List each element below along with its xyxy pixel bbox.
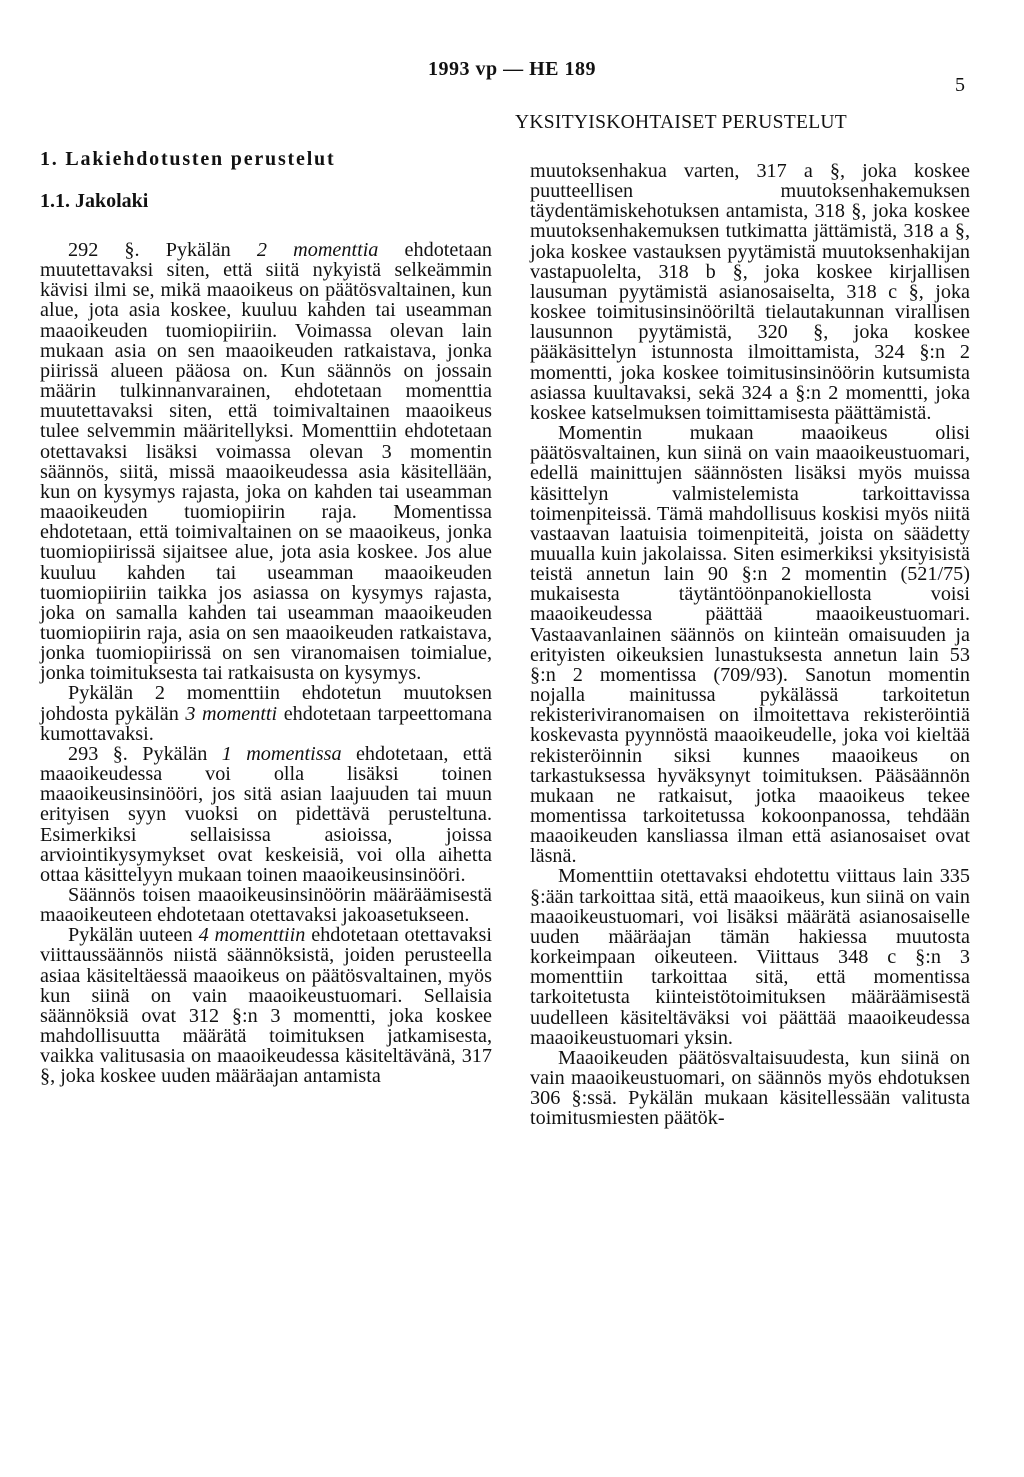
paragraph-emphasis: 3 momentti [185,702,278,725]
paragraph [40,925,492,1086]
paragraph-emphasis: 4 momenttiin [198,924,306,947]
paragraph-text: Pykälän 2 momenttiin ehdotetun muutoksen johdosta pykälän [40,682,492,725]
paragraph-text: ehdotetaan tarpeettomana kumottavaksi. [40,702,492,745]
paragraph-text: 293 §. Pykälän [68,742,222,765]
paragraph-text: ehdotetaan muutettavaksi siten, että siitä nykyistä selkeämmin kävisi ilmi se, mikä maaoikeus on päätösvaltainen, kun alue, jota asia koskee, kuuluu kahden tai useamman maaoikeuden tuomiopiiriin. Voimassa olevan lain mukaan asia on sen maaoikeuden ratkaistava, jonka piirissä alueen pääosa on. Kun säännös on jossain määrin tulkinnanvarainen, ehdotetaan momenttia muutettavaksi siten, että toimivaltainen maaoikeus tulee selvemmin määritellyksi. Momenttiin ehdotetaan otettavaksi lisäksi voimassa olevan 3 momentin säännös, siitä, missä maaoikeudessa asia käsitellään, kun on kysymys rajasta, joka on kahden tai useamman maaoikeuden tuomiopiirin raja. Momentissa ehdotetaan, että toimivaltainen on se maaoikeus, jonka tuomiopiirissä sijaitsee alue, jota asia koskee. Jos alue kuuluu kahden tai useamman maaoikeuden tuomiopiiriin taikka jos asiassa on kysymys rajasta, joka on samalla kahden tai useamman maaoikeuden tuomiopiirin raja, asia on sen maaoikeuden ratkaistava, jonka tuomiopiirissä on sen viranomaisen toimialue, jonka toimituksesta tai ratkaisusta on kysymys. [40,239,492,685]
paragraph: muutoksenhakua varten, 317 a §, joka koskee puutteellisen muutoksenhakemuksen täydentämiskehotuksen antamista, 318 §, joka koskee muutoksenhakemuksen tutkimatta jättämistä, 318 a §, joka koskee vastauksen pyytämistä muutoksenhakijan vastapuolelta, 318 b §, joka koskee kirjallisen lausuman pyytämistä asianosaiselta, 318 c §, joka koskee toimitusinsinööriltä tielautakunnan virallisen lausunnon pyytämistä, 320 §, joka koskee pääkäsittelyn istunnosta ilmoittamista, 324 §:n 2 momentti, joka koskee toimitusinsinöörin kutsumista asiassa kuultavaksi, sekä 324 a §:n 2 momentti, joka koskee katselmuksen toimittamisesta päättämistä. [530,160,970,424]
paragraph: Momentin mukaan maaoikeus olisi päätösvaltainen, kun siinä on vain maaoikeustuomari, edellä mainittujen säännösten lisäksi myös muissa käsittelyn valmistelemista tarkoittavissa toimenpiteissä. Tämä mahdollisuus koskisi myös niitä vastaavan laatuisia toimenpiteitä, joista on säädetty muualla kuin jakolaissa. Siten esimerkiksi yksityisistä teistä annetun lain 90 §:n 2 momentin (521/75) mukaisesta täytäntöönpanokiellosta voisi maaoikeudessa päättää maaoikeustuomari. Vastaavanlainen säännös on kiinteän omaisuuden ja erityisten oikeuksien lunastuksesta annetun lain 53 §:n 2 momentissa (709/93). Sanotun momentin nojalla mainitussa pykälässä tarkoitetun rekisteriviranomaisen on ilmoitettava rekisteröintiä koskevasta pyynnöstä maaoikeudelle, joka voi kieltää rekisteröinnin siksi kunnes maaoikeus on tarkastuksessa hyväksynyt toimituksen. Pääsäännön mukaan ne ratkaisut, jotka maaoikeus tekee momentissa tarkoitetussa kokoonpanossa, tehdään maaoikeuden kansliassa ilman että asianosaiset ovat läsnä. [530,422,970,868]
paragraph [40,744,492,885]
paragraph: Säännös toisen maaoikeusinsinöörin määräämisestä maaoikeuteen ehdotetaan otettavaksi jakoasetukseen. [40,884,492,927]
paragraph-text: ehdotetaan, että maaoikeudessa voi olla lisäksi toinen maaoikeusinsinööri, jos sitä asian laajuuden tai muun erityisen syyn vuoksi on pidettävä perusteltuna. Esimerkiksi sellaisissa asioissa, joissa arviointikysymykset ovat keskeisiä, voi olla aihetta ottaa käsittelyyn mukaan toinen maaoikeusinsinööri. [40,742,492,886]
right-column [530,161,970,1129]
paragraph-text: ehdotetaan otettavaksi viittaussäännös niistä säännöksistä, joiden perusteella asiaa käsiteltäessä maaoikeus on päätösvaltainen, myös kun siinä on vain maaoikeustuomari. Sellaisia säännöksiä ovat 312 §:n 3 momentti, joka koskee mahdollisuutta määrätä toimituksen jatkamisesta, vaikka valitusasia on maaoikeudessa käsiteltävänä, 317 §, joka koskee uuden määräajan antamista [40,924,492,1088]
paragraph-text: Pykälän uuteen [68,924,199,947]
paragraph: Momenttiin otettavaksi ehdotettu viittaus lain 335 §:ään tarkoittaa sitä, että maaoikeus, kun siinä on vain maaoikeustuomari, voi lisäksi määrätä asianosaiselle uuden määräajan tämän hakiessa muutosta korkeimpaan oikeuteen. Viittaus 348 c §:n 3 momenttiin tarkoittaa sitä, että momentissa tarkoitetusta kiinteistötoimituksen määräämisestä uudelleen käsiteltäväksi voi päättää maaoikeudessa maaoikeustuomari yksin. [530,865,970,1049]
section-title: 1. Lakiehdotusten perustelut [40,148,336,170]
running-title: 1993 vp — HE 189 [427,58,597,80]
page-number: 5 [955,74,965,96]
left-column [40,240,492,1087]
paragraph: Maaoikeuden päätösvaltaisuudesta, kun siinä on vain maaoikeustuomari, on säännös myös ehdotuksen 306 §:ssä. Pykälän mukaan käsitellessään valitusta toimitusmiesten päätök- [530,1046,970,1130]
paragraph-emphasis: 2 momenttia [256,239,379,261]
paragraph [40,683,492,743]
section-heading: YKSITYISKOHTAISET PERUSTELUT [515,112,848,133]
paragraph-text: 292 §. Pykälän [68,239,257,261]
paragraph [40,240,492,683]
paragraph-emphasis: 1 momentissa [221,742,342,765]
subsection-title: 1.1. Jakolaki [40,190,149,212]
